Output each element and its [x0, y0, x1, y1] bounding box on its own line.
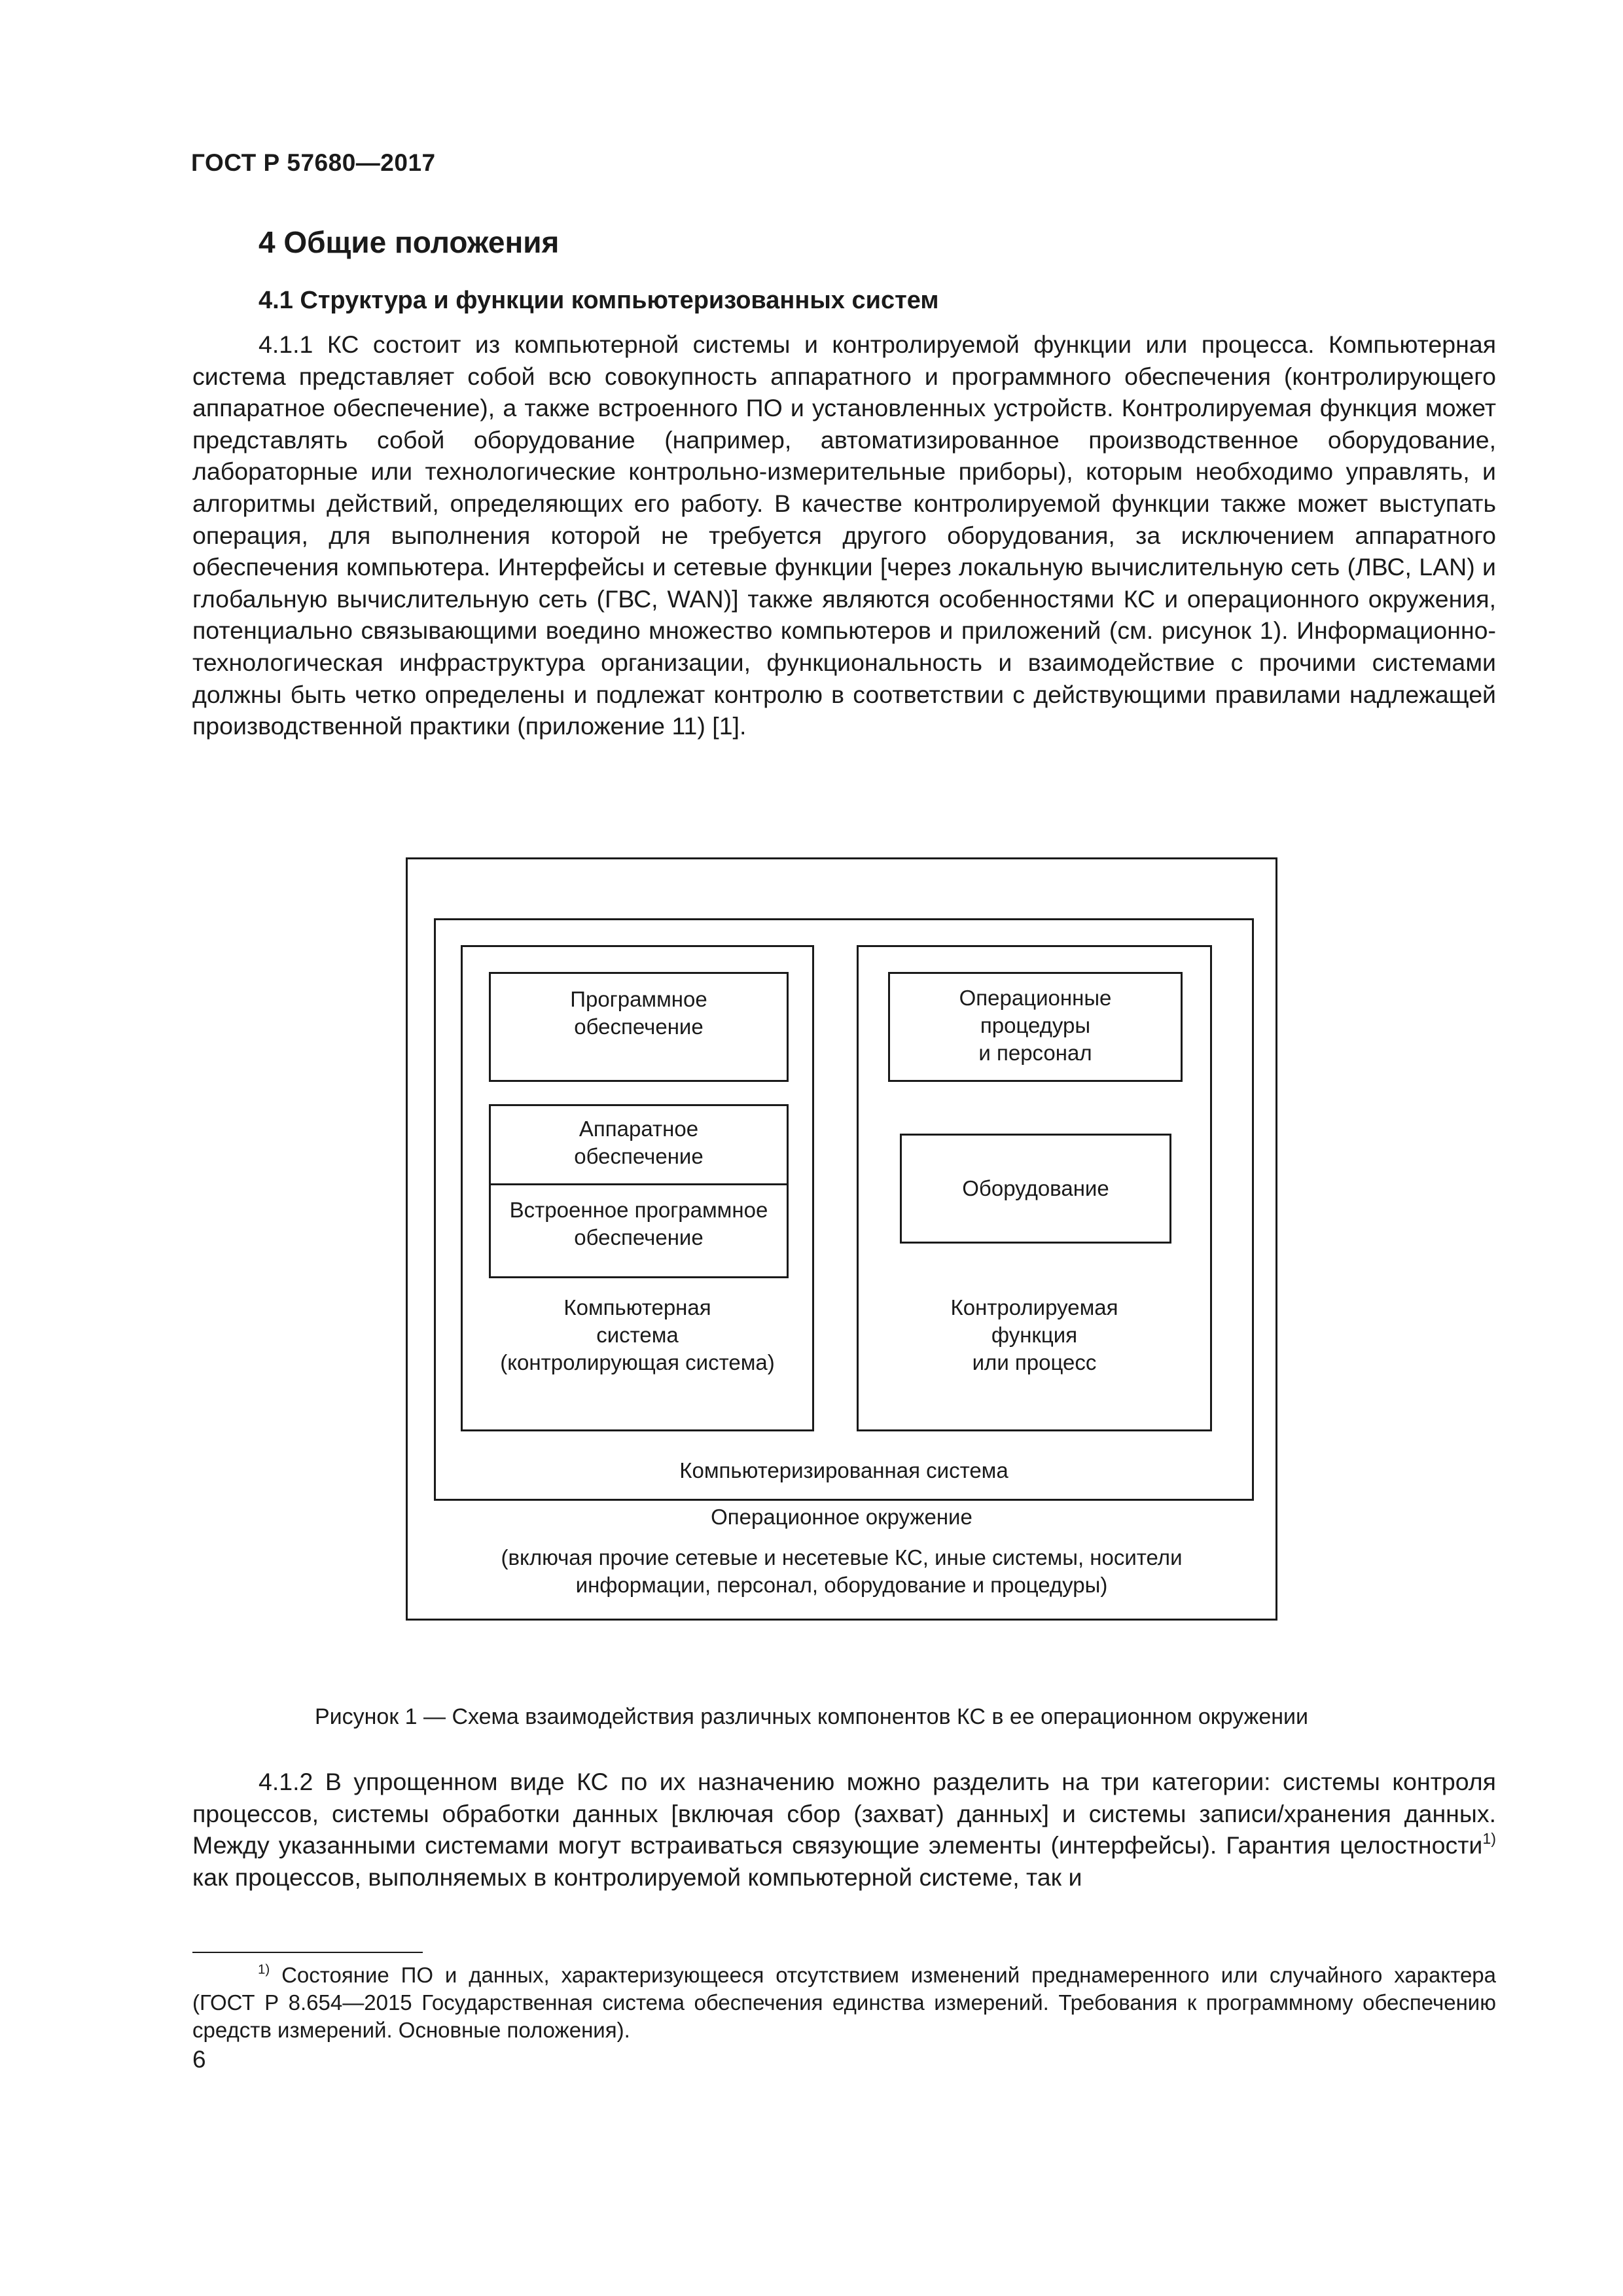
hardware-box	[489, 1104, 789, 1278]
footnote-separator	[192, 1952, 423, 1953]
footnote	[192, 1962, 1496, 2044]
software-box	[489, 972, 789, 1082]
computerized-system-label: Компьютеризированная система	[679, 1458, 1008, 1482]
operating-procedures-box	[888, 972, 1183, 1082]
page-number: 6	[192, 2046, 206, 2073]
footnote-text: Состояние ПО и данных, характеризующееся отсутствием изменений преднамеренного или случайного характера (ГОСТ Р 8.654—2015 Государственная система обеспечения единства измерений. Требования к программному обеспечению средств измерений. Основные положения).	[192, 1963, 1496, 2042]
paragraph-4-1-2-tail: как процессов, выполняемых в контролируемой компьютерной системе, так и	[192, 1863, 1082, 1891]
equipment-box	[900, 1134, 1171, 1244]
paragraph-4-1-2-text: 4.1.2 В упрощенном виде КС по их назначению можно разделить на три категории: системы контроля процессов, системы обработки данных [включая сбор (захват) данных] и системы записи/хранения данных. Между указанными системами могут встраиваться связующие элементы (интерфейсы). Гарантия целостности	[192, 1768, 1496, 1859]
document-header: ГОСТ Р 57680—2017	[191, 149, 436, 176]
computer-system-box	[461, 945, 814, 1431]
computerized-system-box	[434, 918, 1254, 1501]
operating-environment-note: (включая прочие сетевые и несетевые КС, иные системы, носители информации, персонал, оборудование и процедуры)	[501, 1545, 1183, 1597]
equipment-label: Оборудование	[962, 1176, 1109, 1200]
controlled-function-label: Контролируемая функция или процесс	[950, 1295, 1118, 1374]
hardware-divider	[491, 1183, 787, 1185]
software-label: Программное обеспечение	[570, 987, 707, 1039]
footnote-reference: 1)	[1482, 1830, 1496, 1848]
figure-operating-environment	[406, 857, 1277, 1621]
footnote-marker: 1)	[258, 1962, 270, 1977]
computer-system-label: Компьютерная система (контролирующая система)	[500, 1295, 775, 1374]
controlled-function-box	[857, 945, 1212, 1431]
subsection-title: 4.1 Структура и функции компьютеризованных систем	[259, 287, 939, 314]
hardware-label: Аппаратное обеспечение	[574, 1117, 704, 1168]
operating-procedures-label: Операционные процедуры и персонал	[959, 986, 1112, 1065]
paragraph-4-1-1: 4.1.1 КС состоит из компьютерной системы и контролируемой функции или процесса. Компьютерная система представляет собой всю совокупность аппаратного и программного обеспечения (контролирующего аппаратное обеспечение), а также встроенного ПО и установленных устройств. Контролируемая функция может представлять собой оборудование (например, автоматизированное производственное оборудование, лабораторные или технологические контрольно-измерительные приборы), которым необходимо управлять, и алгоритмы действий, определяющих его работу. В качестве контролируемой функции также может выступать операция, для выполнения которой не требуется другого оборудования, за исключением аппаратного обеспечения компьютера. Интерфейсы и сетевые функции [через локальную вычислительную сеть (ЛВС, LAN) и глобальную вычислительную сеть (ГВС, WAN)] также являются особенностями КС и операционного окружения, потенциально связывающими воедино множество компьютеров и приложений (см. рисунок 1). Информационно-технологическая инфраструктура организации, функциональность и взаимодействие с прочими системами должны быть четко определены и подлежат контролю в соответствии с действующими правилами надлежащей производственной практики (приложение 11) [1].	[192, 331, 1496, 740]
operating-environment-label: Операционное окружение	[711, 1505, 972, 1529]
firmware-label: Встроенное программное обеспечение	[509, 1198, 768, 1249]
figure-caption: Рисунок 1 — Схема взаимодействия различных компонентов КС в ее операционном окружении	[314, 1704, 1308, 1729]
paragraph-4-1-2	[192, 1766, 1496, 1893]
section-title: 4 Общие положения	[259, 225, 560, 259]
